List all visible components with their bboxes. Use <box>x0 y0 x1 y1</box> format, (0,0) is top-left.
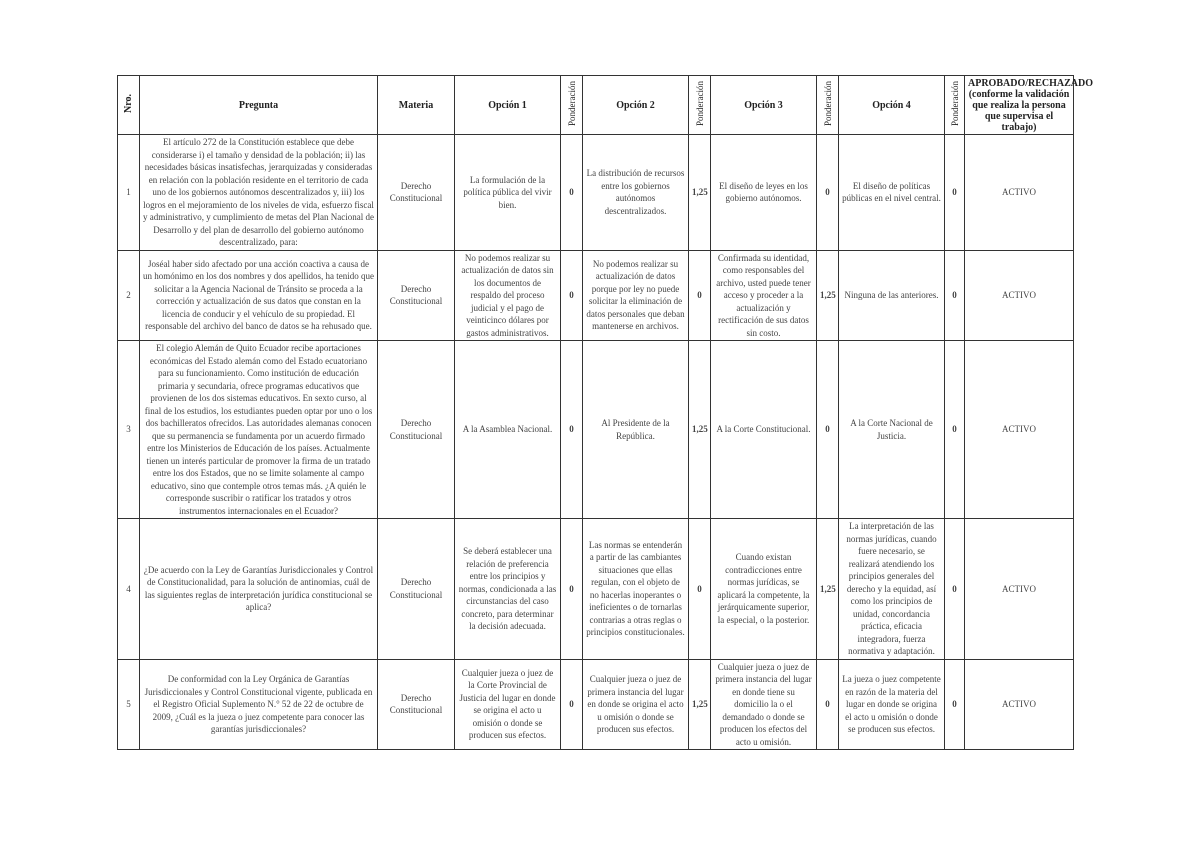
subject-cell: Derecho Constitucional <box>378 519 455 660</box>
weight-4-cell: 0 <box>945 135 965 251</box>
header-ponderacion-2: Ponderación <box>689 76 711 135</box>
header-aprobado-rechazado: APROBADO/RECHAZADO (conforme la validación que realiza la persona que supervisa el trabajo) <box>965 76 1074 135</box>
weight-3-cell: 1,25 <box>817 250 839 341</box>
question-text: El colegio Alemán de Quito Ecuador recibe aportaciones económicas del Estado alemán como del Estado ecuatoriano para su funcionamiento. Como institución de educación primaria y secundaria, ofrece programas educativos que provienen de los dos sistemas educativos. En sexto curso, al final de los estudios, los estudiantes pueden optar por uno o los dos bachilleratos ofrecidos. Las autoridades alemanas conocen que su permanencia se fundamenta por un acuerdo firmado entre los Ministerios de Educación de los países. Actualmente tienen un interés particular de promover la firma de un tratado entre los dos Estados, que no se limite solamente al campo educativo, sino que contemple otros temas más. ¿A quién le corresponde suscribir o ratificar los tratados y otros instrumentos internacionales en el Ecuador? <box>140 341 378 519</box>
weight-1-cell: 0 <box>561 519 583 660</box>
header-opcion-2: Opción 2 <box>583 76 689 135</box>
option-4-cell: La jueza o juez competente en razón de la materia del lugar en donde se origina el acto u omisión o donde se producen sus efectos. <box>839 659 945 750</box>
option-3-cell: A la Corte Constitucional. <box>711 341 817 519</box>
status-cell: ACTIVO <box>965 135 1074 251</box>
question-text: El artículo 272 de la Constitución establece que debe considerarse i) el tamaño y densidad de la población; ii) las necesidades básicas insatisfechas, jerarquizadas y consideradas en relación con la población residente en el territorio de cada uno de los gobiernos autónomos descentralizados y, iii) los logros en el mejoramiento de los niveles de vida, esfuerzo fiscal y administrativo, y cumplimiento de metas del Plan Nacional de Desarrollo y del plan de desarrollo del gobierno autónomo descentralizado, para: <box>140 135 378 251</box>
subject-cell: Derecho Constitucional <box>378 659 455 750</box>
weight-3-cell: 0 <box>817 341 839 519</box>
row-number: 3 <box>118 341 140 519</box>
table-row <box>118 659 1074 750</box>
weight-1-cell: 0 <box>561 250 583 341</box>
weight-4-cell: 0 <box>945 341 965 519</box>
option-2-cell: La distribución de recursos entre los gobiernos autónomos descentralizados. <box>583 135 689 251</box>
table-row <box>118 341 1074 519</box>
header-ponderacion-1: Ponderación <box>561 76 583 135</box>
questions-table <box>117 75 1094 750</box>
header-opcion-1: Opción 1 <box>455 76 561 135</box>
weight-3-cell: 0 <box>817 135 839 251</box>
header-opcion-3: Opción 3 <box>711 76 817 135</box>
option-3-cell: El diseño de leyes en los gobierno autónomos. <box>711 135 817 251</box>
header-materia: Materia <box>378 76 455 135</box>
header-ponderacion-3: Ponderación <box>817 76 839 135</box>
header-pregunta: Pregunta <box>140 76 378 135</box>
option-1-cell: Se deberá establecer una relación de preferencia entre los principios y normas, condicionada a las circunstancias del caso concreto, para determinar la decisión adecuada. <box>455 519 561 660</box>
option-3-cell: Cualquier jueza o juez de primera instancia del lugar en donde tiene su domicilio la o el demandado o donde se producen los efectos del acto u omisión. <box>711 659 817 750</box>
status-cell: ACTIVO <box>965 250 1074 341</box>
option-2-cell: Al Presidente de la República. <box>583 341 689 519</box>
status-cell: ACTIVO <box>965 659 1074 750</box>
row-number: 2 <box>118 250 140 341</box>
weight-3-cell: 1,25 <box>817 519 839 660</box>
option-4-cell: La interpretación de las normas jurídicas, cuando fuere necesario, se realizará atendiendo los principios generales del derecho y la equidad, así como los principios de unidad, concordancia práctica, eficacia integradora, fuerza normativa y adaptación. <box>839 519 945 660</box>
table-row <box>118 519 1074 660</box>
option-3-cell: Cuando existan contradicciones entre normas jurídicas, se aplicará la competente, la jerárquicamente superior, la especial, o la posterior. <box>711 519 817 660</box>
header-ponderacion-4: Ponderación <box>945 76 965 135</box>
option-2-cell: No podemos realizar su actualización de datos porque por ley no puede solicitar la eliminación de datos personales que deban mantenerse en archivos. <box>583 250 689 341</box>
header-opcion-4: Opción 4 <box>839 76 945 135</box>
weight-1-cell: 0 <box>561 341 583 519</box>
weight-2-cell: 1,25 <box>689 135 711 251</box>
option-1-cell: La formulación de la política pública del vivir bien. <box>455 135 561 251</box>
weight-2-cell: 0 <box>689 519 711 660</box>
row-number: 4 <box>118 519 140 660</box>
option-1-cell: A la Asamblea Nacional. <box>455 341 561 519</box>
header-nro: Nro. <box>118 76 140 135</box>
option-4-cell: A la Corte Nacional de Justicia. <box>839 341 945 519</box>
option-4-cell: Ninguna de las anteriores. <box>839 250 945 341</box>
question-text: ¿De acuerdo con la Ley de Garantías Jurisdiccionales y Control de Constitucionalidad, para la solución de antinomias, cuál de las siguientes reglas de interpretación jurídica constitucional se aplica? <box>140 519 378 660</box>
row-number: 1 <box>118 135 140 251</box>
weight-4-cell: 0 <box>945 659 965 750</box>
option-2-cell: Las normas se entenderán a partir de las cambiantes situaciones que ellas regulan, con el objeto de no hacerlas inoperantes o ineficientes o de tornarlas contrarias a otras reglas o principios constitucionales. <box>583 519 689 660</box>
subject-cell: Derecho Constitucional <box>378 341 455 519</box>
table-row <box>118 250 1074 341</box>
weight-2-cell: 0 <box>689 250 711 341</box>
option-4-cell: El diseño de políticas públicas en el nivel central. <box>839 135 945 251</box>
weight-1-cell: 0 <box>561 135 583 251</box>
question-text: Joséal haber sido afectado por una acción coactiva a causa de un homónimo en los dos nombres y dos apellidos, ha tenido que solicitar a la Agencia Nacional de Tránsito se proceda a la corrección y actualización de sus datos que constan en la licencia de conducir y el vehículo de su propiedad. El responsable del archivo del banco de datos se ha rehusado que. <box>140 250 378 341</box>
weight-1-cell: 0 <box>561 659 583 750</box>
weight-2-cell: 1,25 <box>689 341 711 519</box>
status-cell: ACTIVO <box>965 341 1074 519</box>
question-text: De conformidad con la Ley Orgánica de Garantías Jurisdiccionales y Control Constitucional vigente, publicada en el Registro Oficial Suplemento N.° 52 de 22 de octubre de 2009, ¿Cuál es la jueza o juez competente para conocer las garantías jurisdiccionales? <box>140 659 378 750</box>
subject-cell: Derecho Constitucional <box>378 250 455 341</box>
header-row <box>118 76 1074 135</box>
table-row <box>118 135 1074 251</box>
option-2-cell: Cualquier jueza o juez de primera instancia del lugar en donde se origina el acto u omisión o donde se producen sus efectos. <box>583 659 689 750</box>
option-3-cell: Confirmada su identidad, como responsables del archivo, usted puede tener acceso y proceder a la actualización y rectificación de sus datos sin costo. <box>711 250 817 341</box>
weight-4-cell: 0 <box>945 519 965 660</box>
status-cell: ACTIVO <box>965 519 1074 660</box>
subject-cell: Derecho Constitucional <box>378 135 455 251</box>
option-1-cell: Cualquier jueza o juez de la Corte Provincial de Justicia del lugar en donde se origina el acto u omisión o donde se producen sus efectos. <box>455 659 561 750</box>
weight-3-cell: 0 <box>817 659 839 750</box>
weight-2-cell: 1,25 <box>689 659 711 750</box>
row-number: 5 <box>118 659 140 750</box>
option-1-cell: No podemos realizar su actualización de datos sin los documentos de respaldo del proceso judicial y el pago de veinticinco dólares por gastos administrativos. <box>455 250 561 341</box>
weight-4-cell: 0 <box>945 250 965 341</box>
